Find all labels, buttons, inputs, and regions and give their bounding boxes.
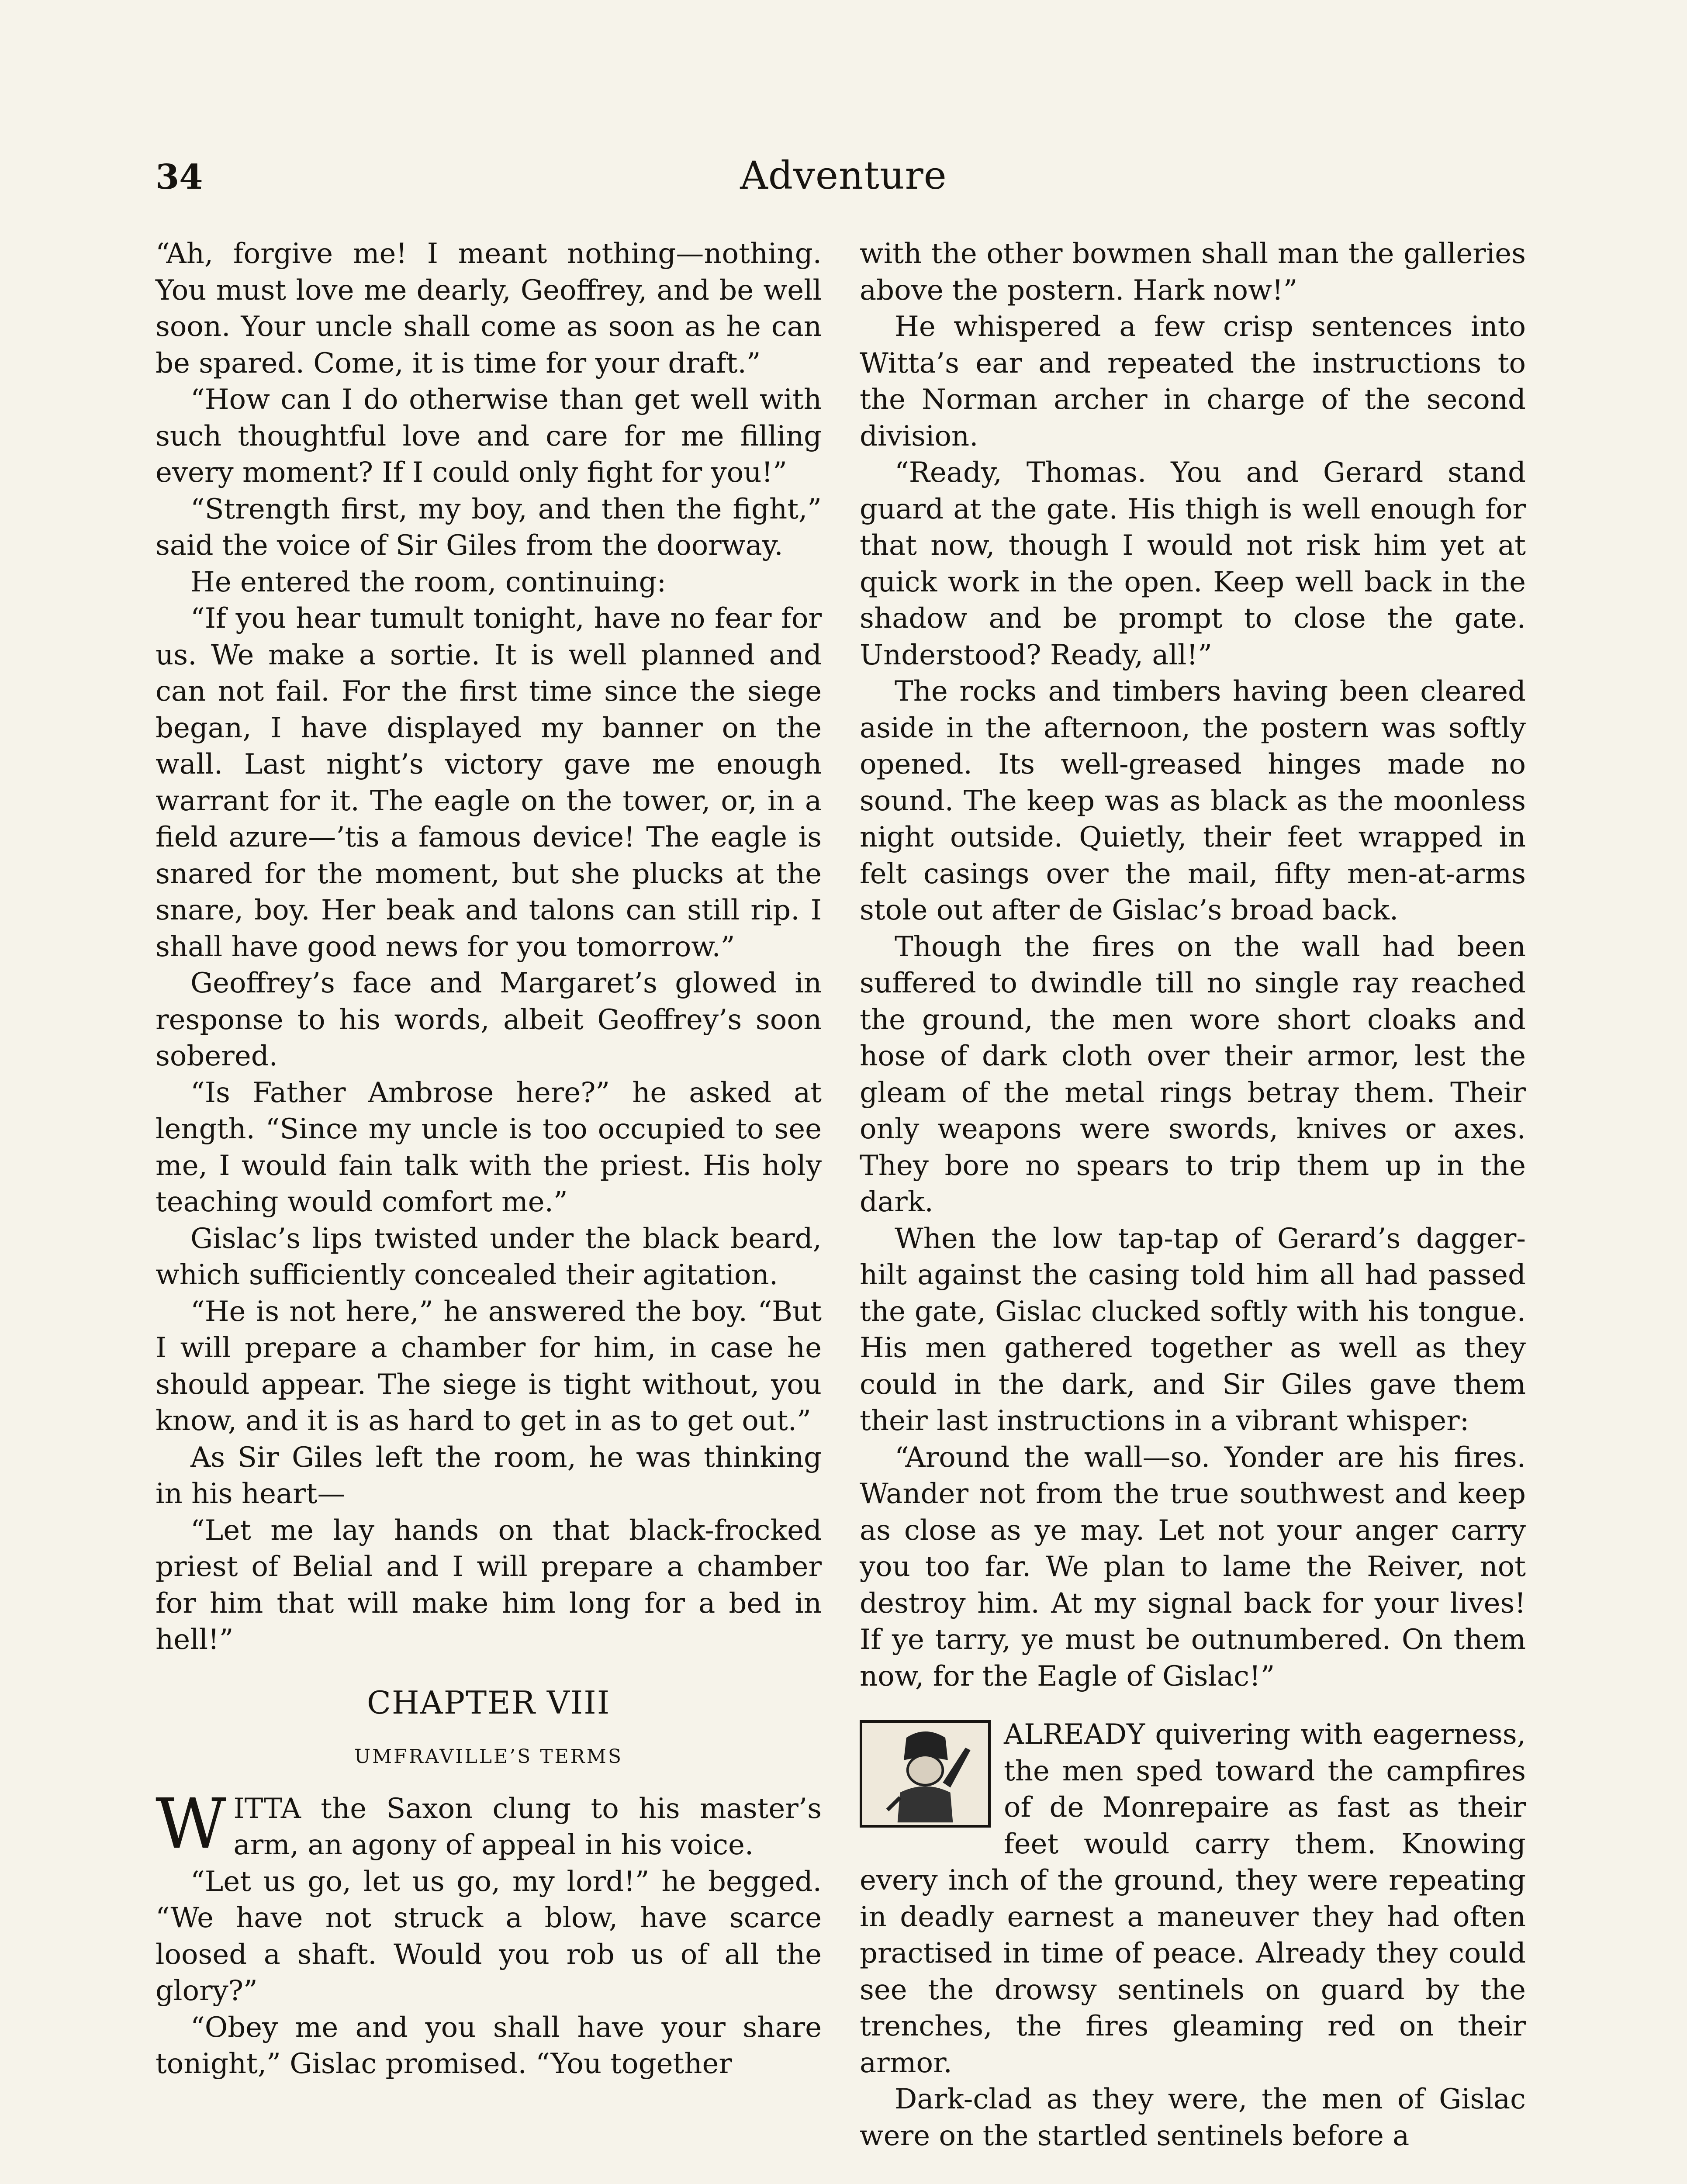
running-title: Adventure: [740, 153, 947, 198]
paragraph: ITTA the Saxon clung to his master’s arm, an agony of appeal in his voice.: [233, 1792, 822, 1861]
paragraph: “Let me lay hands on that black-frocked priest of Belial and I will prepare a chamber for him that will make him long for a bed in hell!”: [156, 1514, 822, 1656]
section-opening: [860, 1717, 1526, 2154]
section-gap: [860, 1695, 1526, 1717]
chapter-title: CHAPTER VIII: [366, 1684, 611, 1721]
paragraph: He whispered a few crisp sentences into Witta’s ear and repeated the instructions to the Norman archer in charge of the second division.: [860, 311, 1526, 453]
paragraph: “Around the wall—so. Yonder are his fires. Wander not from the true southwest and keep as close as ye may. Let not your anger carry you too far. We plan to lame the Reiver, not destroy him. At my signal back for your lives! If ye tarry, ye must be outnumbered. On them now, for the Eagle of Gislac!”: [860, 1441, 1526, 1693]
right-column: [860, 236, 1526, 2154]
knight-vignette-icon: [860, 1720, 991, 1828]
paragraph: He entered the room, continuing:: [190, 566, 667, 598]
paragraph: When the low tap-tap of Gerard’s dagger-hilt against the casing told him all had passed the gate, Gislac clucked softly with his tongue. His men gathered together as well as they could in the dark, and Sir Giles gave them their last instructions in a vibrant whisper:: [860, 1222, 1526, 1437]
paragraph: Gislac’s lips twisted under the black beard, which sufficiently concealed their agitation.: [156, 1222, 822, 1291]
paragraph: “Is Father Ambrose here?” he asked at length. “Since my uncle is too occupied to see me, I would fain talk with the priest. His holy teaching would comfort me.”: [156, 1076, 822, 1218]
paragraph: Dark-clad as they were, the men of Gislac were on the startled sentinels before a: [860, 2083, 1526, 2152]
paragraph: Though the fires on the wall had been suffered to dwindle till no single ray reached the ground, the men wore short cloaks and hose of dark cloth over their armor, lest the gleam of the metal rings betray them. Their only weapons were swords, knives or axes. They bore no spears to trip them up in the dark.: [860, 930, 1526, 1218]
paragraph: “Obey me and you shall have your share tonight,” Gislac promised. “You together: [156, 2011, 822, 2080]
drop-cap: W: [156, 1783, 227, 1864]
chapter-opening: [156, 1783, 822, 1864]
page-header: [156, 153, 1531, 210]
paragraph: “Strength first, my boy, and then the fight,” said the voice of Sir Giles from the doorway.: [156, 493, 822, 562]
paragraph: “Let us go, let us go, my lord!” he begged. “We have not struck a blow, have scarce loosed a shaft. Would you rob us of all the glory?”: [156, 1865, 822, 2007]
paragraph: with the other bowmen shall man the galleries above the postern. Hark now!”: [860, 238, 1526, 307]
paragraph: “Ah, forgive me! I meant nothing—nothing. You must love me dearly, Geoffrey, and be well soon. Your uncle shall come as soon as he can be spared. Come, it is time for your draft.”: [156, 238, 822, 380]
paragraph: Geoffrey’s face and Margaret’s glowed in response to his words, albeit Geoffrey’s soon sobered.: [156, 967, 822, 1072]
paragraph: “How can I do otherwise than get well with such thoughtful love and care for me filling every moment? If I could only fight for you!”: [156, 384, 822, 489]
paragraph: “Ready, Thomas. You and Gerard stand guard at the gate. His thigh is well enough for that now, though I would not risk him yet at quick work in the open. Keep well back in the shadow and be prompt to close the gate. Understood? Ready, all!”: [860, 456, 1526, 671]
paragraph: The rocks and timbers having been cleared aside in the afternoon, the postern was softly opened. Its well-greased hinges made no sound. The keep was as black as the moonless night outside. Quietly, their feet wrapped in felt casings over the mail, fifty men-at-arms stole out after de Gislac’s broad back.: [860, 675, 1526, 926]
left-column: [156, 236, 822, 2083]
paragraph: “He is not here,” he answered the boy. “But I will prepare a chamber for him, in case he should appear. The siege is tight without, you know, and it is as hard to get in as to get out.”: [156, 1295, 822, 1437]
chapter-subtitle: UMFRAVILLE’S TERMS: [354, 1745, 623, 1768]
paragraph: ALREADY quivering with eagerness, the men sped toward the campfires of de Monrepaire as fast as their feet would carry them. Knowing every inch of the ground, they were repeating in deadly earnest a maneuver they had often practised in time of peace. Already they could see the drowsy sentinels on guard by the trenches, the fires gleaming red on their armor.: [860, 1718, 1526, 2079]
paragraph: As Sir Giles left the room, he was thinking in his heart—: [156, 1441, 822, 1510]
paragraph: “If you hear tumult tonight, have no fear for us. We make a sortie. It is well planned and can not fail. For the first time since the siege began, I have displayed my banner on the wall. Last night’s victory gave me enough warrant for it. The eagle on the tower, or, in a field azure—’tis a famous device! The eagle is snared for the moment, but she plucks at the snare, boy. Her beak and talons can still rip. I shall have good news for you tomorrow.”: [156, 602, 822, 963]
page-number: 34: [156, 157, 203, 197]
